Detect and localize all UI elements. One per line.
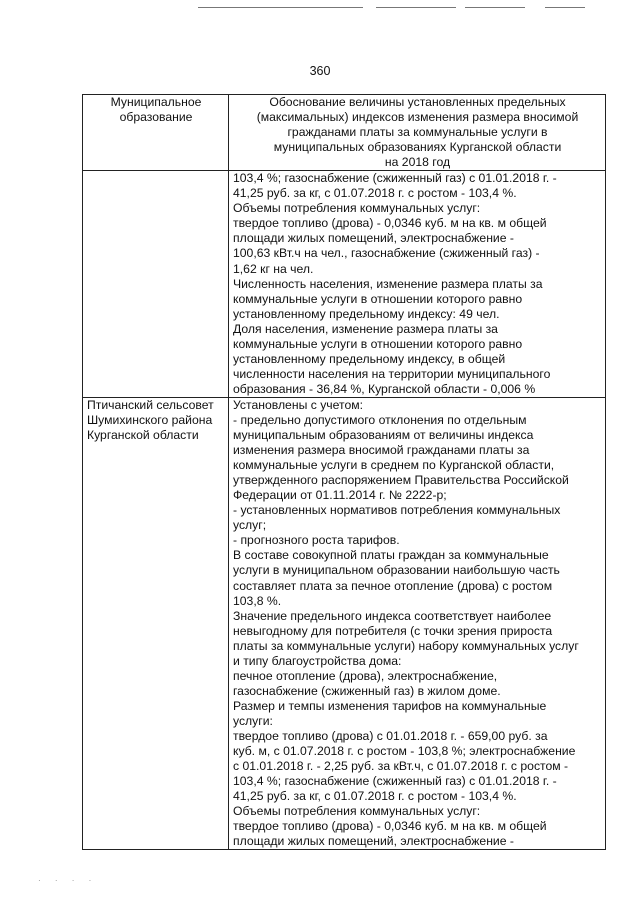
text-line: численности населения на территории муниципального	[233, 366, 551, 381]
continuation-justification-cell	[229, 171, 606, 398]
text-line: 41,25 руб. за кг, с 01.07.2018 г. с ростом - 103,4 %.	[233, 789, 517, 804]
text-line: площади жилых помещений, электроснабжение -	[233, 834, 514, 849]
text-line: 41,25 руб. за кг, с 01.07.2018 г. с ростом - 103,4 %.	[233, 186, 517, 201]
text-line: твердое топливо (дрова) - 0,0346 куб. м на кв. м общей	[233, 819, 547, 834]
text-line: коммунальные услуги в отношении которого равно	[233, 336, 523, 351]
scan-edge-line-4	[545, 7, 585, 8]
text-line: образования - 36,84 %, Курганской области - 0,006 %	[233, 381, 536, 396]
text-line: муниципальным образованиям от величины индекса	[233, 428, 534, 443]
municipality-cell	[83, 397, 229, 849]
text-line: установленному предельному индексу: 49 чел.	[233, 306, 500, 321]
tariff-index-table	[82, 94, 606, 850]
municipality-line: Птичанский сельсовет	[87, 397, 214, 412]
text-line: Размер и темпы изменения тарифов на коммунальные	[233, 698, 547, 713]
text-line: 103,4 %; газоснабжение (сжиженный газ) с 01.01.2018 г. -	[233, 774, 557, 789]
table-row-continuation	[83, 171, 606, 398]
text-line: установленному предельному индексу, в общей	[233, 351, 506, 366]
text-line: 1,62 кг на чел.	[233, 261, 314, 276]
justification-cell	[229, 397, 606, 849]
text-line: Численность населения, изменение размера платы за	[233, 276, 543, 291]
text-line: составляет плата за печное отопление (дрова) с ростом	[233, 578, 553, 593]
text-line: площади жилых помещений, электроснабжение -	[233, 231, 514, 246]
scan-dots: · · · ·	[38, 876, 98, 885]
text-line: твердое топливо (дрова) с 01.01.2018 г. - 659,00 руб. за	[233, 728, 548, 743]
text-line: печное отопление (дрова), электроснабжение,	[233, 668, 498, 683]
text-line: Объемы потребления коммунальных услуг:	[233, 804, 481, 819]
text-line: изменения размера вносимой гражданами платы за	[233, 443, 530, 458]
text-line: услуг;	[233, 518, 267, 533]
text-line: В составе совокупной платы граждан за коммунальные	[233, 548, 549, 563]
text-line: платы за коммунальные услуги) набору коммунальных услуг	[233, 638, 579, 653]
text-line: Объемы потребления коммунальных услуг:	[233, 201, 481, 216]
table-row-ptichansky	[83, 397, 606, 849]
text-line: 103,4 %; газоснабжение (сжиженный газ) с 01.01.2018 г. -	[233, 171, 557, 186]
text-line: газоснабжение (сжиженный газ) в жилом доме.	[233, 683, 501, 698]
table-header-row	[83, 95, 606, 171]
text-line: услуги в муниципальном образовании наибольшую часть	[233, 563, 560, 578]
text-line: Доля населения, изменение размера платы за	[233, 321, 498, 336]
scan-edge-line-2	[376, 7, 456, 8]
text-line: утвержденного распоряжением Правительства Российской	[233, 473, 569, 488]
text-line: Значение предельного индекса соответствует наиболее	[233, 608, 552, 623]
text-line: - установленных нормативов потребления коммунальных	[233, 503, 561, 518]
text-line: невыгодному для потребителя (с точки зрения прироста	[233, 623, 553, 638]
text-line: - прогнозного роста тарифов.	[233, 533, 400, 548]
text-line: услуги:	[233, 713, 273, 728]
text-line: Установлены с учетом:	[233, 397, 363, 412]
text-line: твердое топливо (дрова) - 0,0346 куб. м на кв. м общей	[233, 216, 547, 231]
municipality-line: Курганской области	[87, 428, 199, 443]
page-number: 360	[309, 64, 331, 78]
header-justification: Обоснование величины установленных предельных (максимальных) индексов изменения размера вносимой гражданами платы за коммунальные услуги в муниципальных образованиях Курганской области на 2018 год	[229, 95, 606, 171]
continuation-municipality-cell	[83, 171, 229, 398]
header-municipality: Муниципальное образование	[83, 95, 229, 171]
text-line: коммунальные услуги в среднем по Курганской области,	[233, 458, 555, 473]
text-line: коммунальные услуги в отношении которого равно	[233, 291, 523, 306]
text-line: 103,8 %.	[233, 593, 282, 608]
scan-edge-line-3	[465, 7, 525, 8]
text-line: и типу благоустройства дома:	[233, 653, 402, 668]
text-line: Федерации от 01.11.2014 г. № 2222-р;	[233, 488, 447, 503]
scan-edge-line-1	[198, 7, 363, 8]
text-line: с 01.01.2018 г. - 2,25 руб. за кВт.ч, с 01.07.2018 г. с ростом -	[233, 759, 569, 774]
text-line: - предельно допустимого отклонения по отдельным	[233, 412, 527, 427]
text-line: 100,63 кВт.ч на чел., газоснабжение (сжиженный газ) -	[233, 246, 540, 261]
text-line: куб. м, с 01.07.2018 г. с ростом - 103,8 %; электроснабжение	[233, 744, 576, 759]
municipality-line: Шумихинского района	[87, 412, 213, 427]
